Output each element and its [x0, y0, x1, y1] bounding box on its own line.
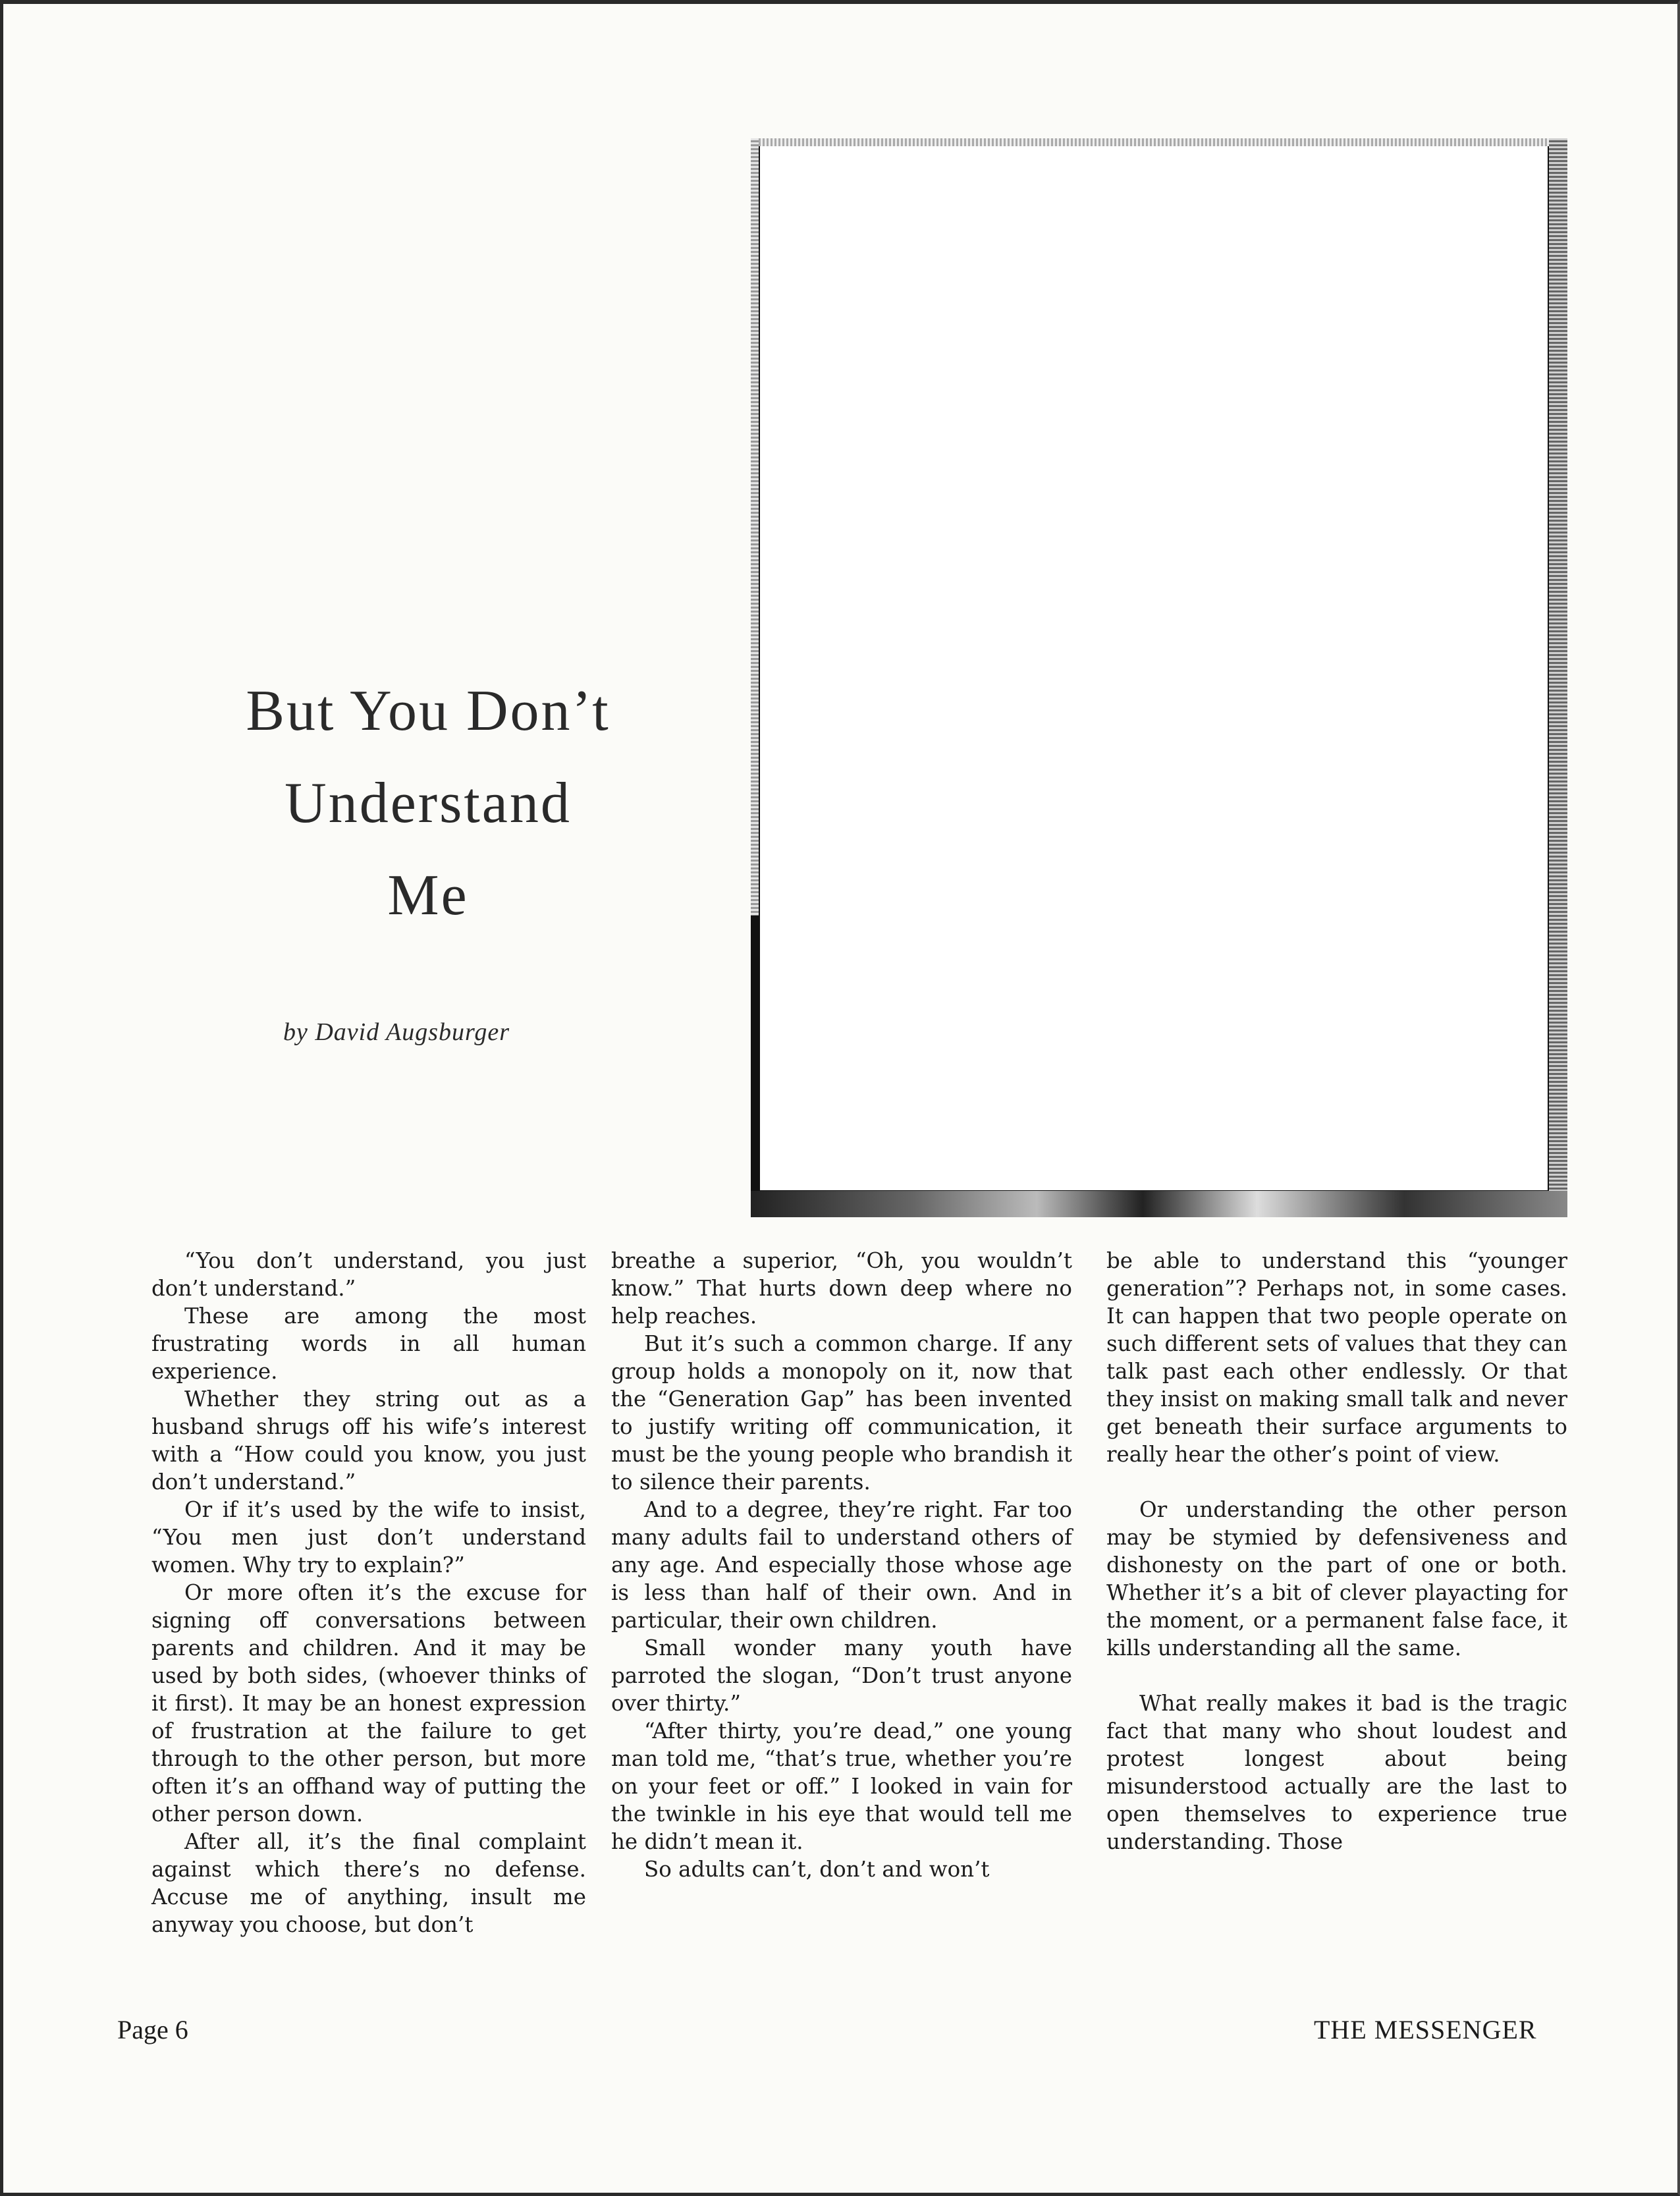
paragraph: Or if it’s used by the wife to insist, “You men just don’t understand women. Why try to explain?”: [151, 1497, 586, 1578]
paragraph: What really makes it bad is the tragic fact that many who shout loudest and protest longest about being misunderstood actually are the last to open themselves to experience true understanding. Those: [1106, 1691, 1567, 1854]
paragraph: Or understanding the other person may be stymied by defensiveness and dishonesty on the part of one or both. Whether it’s a bit of clever playacting for the moment, or a permanent false face, it kills understanding all the same.: [1106, 1497, 1567, 1661]
publication-name: THE MESSENGER: [1314, 2015, 1537, 2045]
photo-top-edge: [751, 138, 1567, 146]
title-line-2: Understand: [285, 771, 572, 835]
paragraph: be able to understand this “younger generation”? Perhaps not, in some cases. It can happen that two people operate on such different sets of values that they can talk past each other endlessly. Or that they insist on making small talk and never get beneath their surface arguments to really hear the other’s point of view.: [1106, 1248, 1567, 1467]
text-column-2: [611, 1247, 1072, 1883]
paragraph: And to a degree, they’re right. Far too many adults fail to understand others of any age. And especially those whose age is less than half of their own. And in particular, their own children.: [611, 1497, 1072, 1633]
photo-right-edge: [1549, 138, 1567, 1217]
article-title: [198, 665, 659, 942]
paragraph: “You don’t understand, you just don’t understand.”: [151, 1248, 586, 1301]
paragraph: Small wonder many youth have parroted the slogan, “Don’t trust anyone over thirty.”: [611, 1635, 1072, 1716]
paragraph: After all, it’s the final complaint against which there’s no defense. Accuse me of anything, insult me anyway you choose, but don’t: [151, 1829, 586, 1937]
paragraph: These are among the most frustrating words in all human experience.: [151, 1304, 586, 1384]
byline: by David Augsburger: [283, 1018, 510, 1046]
text-column-1: [151, 1247, 586, 1938]
photo-bottom-edge: [751, 1191, 1567, 1217]
title-line-1: But You Don’t: [246, 679, 610, 743]
paragraph: “After thirty, you’re dead,” one young man told me, “that’s true, whether you’re on your feet or off.” I looked in vain for the twinkle in his eye that would tell me he didn’t mean it.: [611, 1718, 1072, 1854]
paragraph: But it’s such a common charge. If any group holds a monopoly on it, now that the “Generation Gap” has been invented to justify writing off communication, it must be the young people who brandish it to silence their parents.: [611, 1331, 1072, 1495]
paragraph: breathe a superior, “Oh, you wouldn’t know.” That hurts down deep where no help reaches.: [611, 1248, 1072, 1329]
page-number: Page 6: [117, 2015, 188, 2045]
text-column-3: [1106, 1247, 1567, 1855]
paragraph: Whether they string out as a husband shrugs off his wife’s interest with a “How could you know, you just don’t understand.”: [151, 1386, 586, 1495]
paragraph: So adults can’t, don’t and won’t: [644, 1857, 990, 1882]
article-photo: [751, 138, 1567, 1217]
paragraph: Or more often it’s the excuse for signing off conversations between parents and children. And it may be used by both sides, (whoever thinks of it first). It may be an honest expression of frustration at the failure to get through to the other person, but more often it’s an offhand way of putting the other person down.: [151, 1580, 586, 1826]
title-line-3: Me: [387, 864, 469, 927]
photo-blank-area: [760, 146, 1548, 1190]
photo-left-shadow: [751, 916, 759, 1217]
